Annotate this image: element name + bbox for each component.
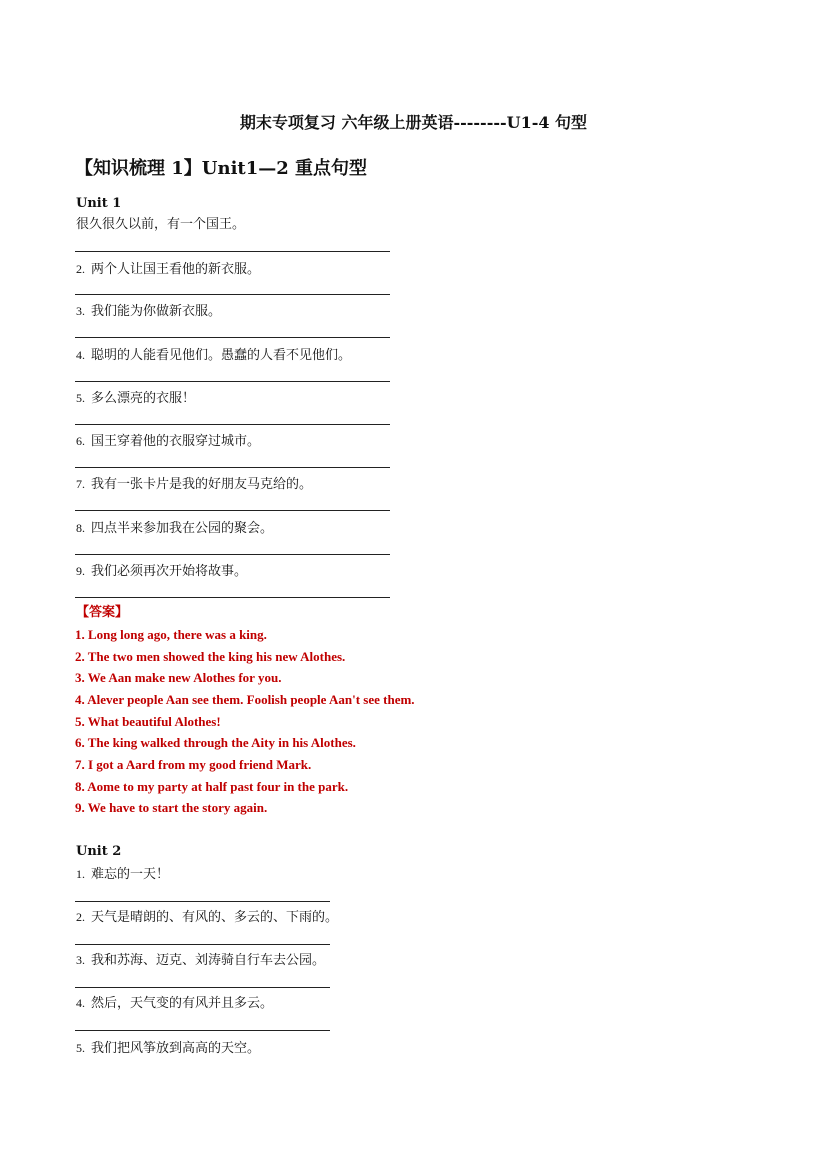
- question-text: 然后，天气变的有风并且多云。: [91, 996, 274, 1011]
- question-text: 天气是晴朗的、有风的、多云的、下雨的。: [91, 910, 339, 925]
- unit1-question-6: [76, 430, 260, 449]
- answer-item: 2. The two men showed the king his new Alothes.: [75, 649, 346, 664]
- answer-line[interactable]: [75, 944, 330, 945]
- question-number: 1.: [76, 867, 85, 881]
- answer-item: 5. What beautiful Alothes!: [75, 714, 221, 729]
- answer-item: 3. We Aan make new Alothes for you.: [75, 670, 282, 685]
- question-text: 很久很久以前，有一个国王。: [76, 217, 246, 232]
- question-text: 我们必须再次开始将故事。: [91, 564, 248, 579]
- unit1-question-8: [76, 517, 273, 536]
- question-number: 2.: [76, 910, 85, 924]
- question-text: 聪明的人能看见他们。愚蠢的人看不见他们。: [91, 348, 352, 363]
- question-number: 3.: [76, 953, 85, 967]
- unit2-question-2: [76, 906, 338, 925]
- answer-item: 1. Long long ago, there was a king.: [75, 627, 267, 642]
- question-text: 我有一张卡片是我的好朋友马克给的。: [91, 477, 313, 492]
- answer-line[interactable]: [75, 294, 390, 295]
- unit2-question-4: [76, 992, 273, 1011]
- question-text: 国王穿着他的衣服穿过城市。: [91, 434, 261, 449]
- answer-line[interactable]: [75, 554, 390, 555]
- answer-line[interactable]: [75, 597, 390, 598]
- answer-line[interactable]: [75, 1030, 330, 1031]
- unit2-question-5: [76, 1037, 260, 1056]
- question-number: 9.: [76, 564, 85, 578]
- answer-line[interactable]: [75, 251, 390, 252]
- answer-line[interactable]: [75, 510, 390, 511]
- question-text: 我们把风筝放到高高的天空。: [91, 1041, 261, 1056]
- question-number: 3.: [76, 304, 85, 318]
- section-title: 【知识梳理 1】Unit1—2 重点句型: [75, 158, 368, 179]
- question-number: 4.: [76, 996, 85, 1010]
- question-number: 7.: [76, 477, 85, 491]
- question-number: 8.: [76, 521, 85, 535]
- question-text: 四点半来参加我在公园的聚会。: [91, 521, 274, 536]
- unit-2-label: Unit 2: [76, 844, 122, 859]
- answer-line[interactable]: [75, 901, 330, 902]
- answer-item: 9. We have to start the story again.: [75, 800, 268, 815]
- question-text: 我和苏海、迈克、刘涛骑自行车去公园。: [91, 953, 326, 968]
- answer-line[interactable]: [75, 381, 390, 382]
- unit1-question-3: [76, 300, 221, 319]
- unit1-question-7: [76, 473, 312, 492]
- question-text: 难忘的一天！: [91, 867, 170, 882]
- unit2-question-3: [76, 949, 325, 968]
- answer-item: 4. Alever people Aan see them. Foolish people Aan't see them.: [75, 692, 415, 707]
- unit-1-label: Unit 1: [76, 196, 122, 211]
- answer-line[interactable]: [75, 424, 390, 425]
- answer-item: 6. The king walked through the Aity in his Alothes.: [75, 735, 356, 750]
- question-number: 2.: [76, 262, 85, 276]
- unit1-question-2: [76, 258, 260, 277]
- unit1-question-5: [76, 387, 195, 406]
- page-title: 期末专项复习 六年级上册英语--------U1-4 句型: [239, 113, 588, 132]
- question-text: 两个人让国王看他的新衣服。: [91, 262, 261, 277]
- answer-line[interactable]: [75, 337, 390, 338]
- question-number: 4.: [76, 348, 85, 362]
- question-text: 多么漂亮的衣服！: [91, 391, 196, 406]
- unit2-question-1: [76, 863, 169, 882]
- question-text: 我们能为你做新衣服。: [91, 304, 222, 319]
- unit1-question-1: [76, 213, 245, 232]
- answer-item: 8. Aome to my party at half past four in the park.: [75, 779, 349, 794]
- question-number: 5.: [76, 391, 85, 405]
- answer-header: 【答案】: [76, 605, 129, 620]
- question-number: 5.: [76, 1041, 85, 1055]
- answer-item: 7. I got a Aard from my good friend Mark.: [75, 757, 312, 772]
- answer-line[interactable]: [75, 467, 390, 468]
- answer-line[interactable]: [75, 987, 330, 988]
- question-number: 6.: [76, 434, 85, 448]
- unit1-question-9: [76, 560, 247, 579]
- unit1-question-4: [76, 344, 351, 363]
